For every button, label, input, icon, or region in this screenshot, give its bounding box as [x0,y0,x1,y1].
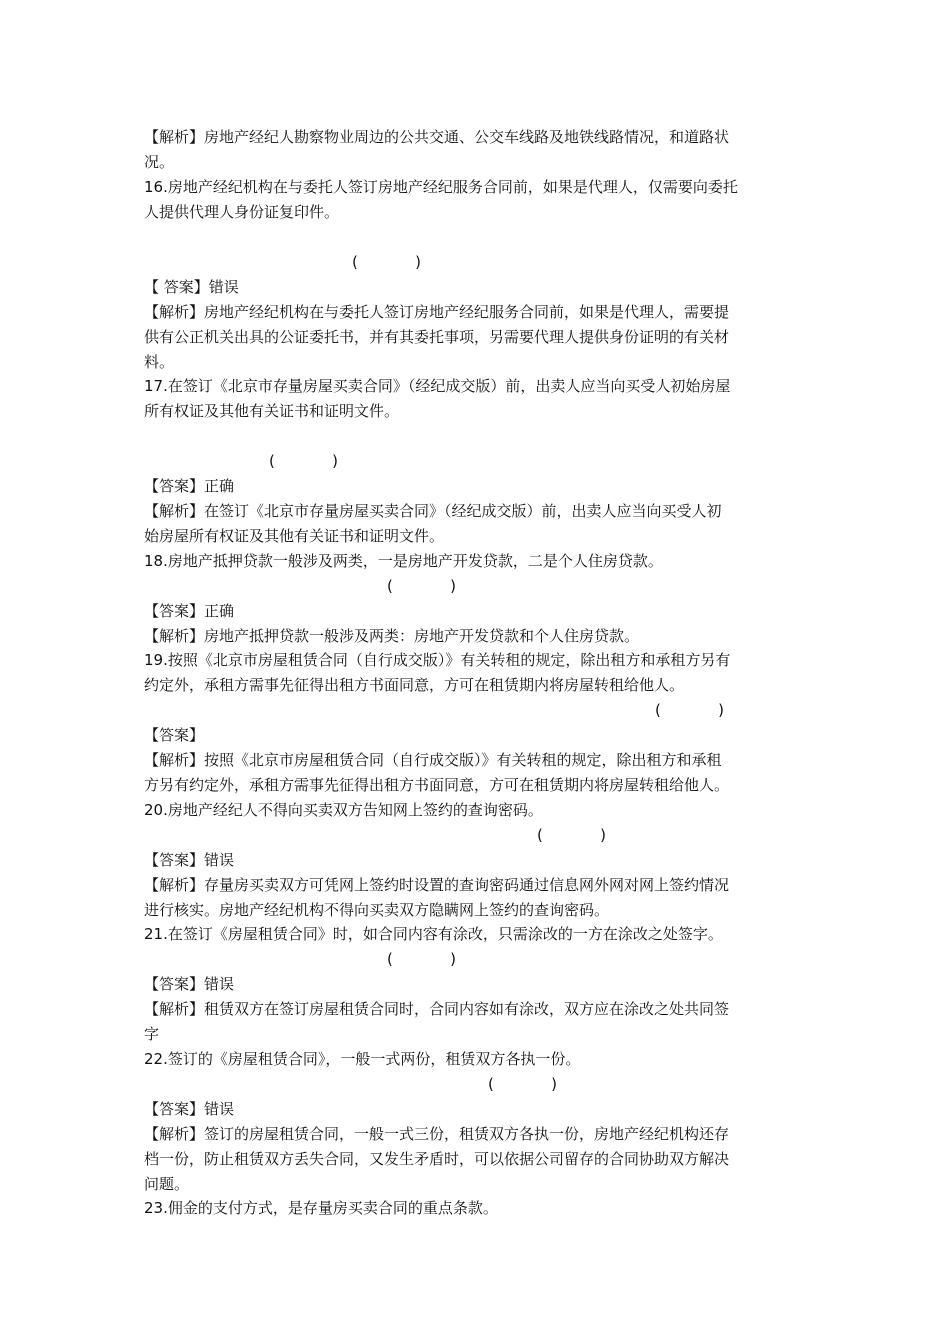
question-21: 21.在签订《房屋租赁合同》时，如合同内容有涂改，只需涂改的一方在涂改之处签字。 [144,925,723,943]
answer-line: 【 答案】错误 [144,278,239,296]
question-18: 18.房地产抵押贷款一般涉及两类，一是房地产开发贷款，二是个人住房贷款。 [144,552,663,570]
analysis-line: 供有公正机关出具的公证委托书，并有其委托事项，另需要代理人提供身份证明的有关材 [144,328,730,346]
answer-blank: ( ) [537,826,606,844]
question-16-cont: 人提供代理人身份证复印件。 [144,203,340,221]
analysis-line: 【解析】存量房买卖双方可凭网上签约时设置的查询密码通过信息网外网对网上签约情况 [144,876,730,894]
analysis-line: 【解析】按照《北京市房屋租赁合同（自行成交版）》有关转租的规定，除出租方和承租 [144,751,722,769]
question-22: 22.签订的《房屋租赁合同》，一般一式两份，租赁双方各执一份。 [144,1050,581,1068]
analysis-line: 档一份，防止租赁双方丢失合同，又发生矛盾时，可以依据公司留存的合同协助双方解决 [144,1150,730,1168]
answer-line: 【答案】正确 [144,602,235,620]
answer-line: 【答案】 [144,726,205,744]
answer-blank: ( ) [387,950,456,968]
question-19: 19.按照《北京市房屋租赁合同（自行成交版）》有关转租的规定，除出租方和承租方另有 [144,651,731,669]
question-17-cont: 所有权证及其他有关证书和证明文件。 [144,402,400,420]
analysis-line: 进行核实。房地产经纪机构不得向买卖双方隐瞒网上签约的查询密码。 [144,901,610,919]
analysis-line: 方另有约定外，承租方需事先征得出租方书面同意，方可在租赁期内将房屋转租给他人。 [144,776,730,794]
answer-blank: ( ) [269,452,338,470]
answer-blank: ( ) [387,577,456,595]
question-19-cont: 约定外，承租方需事先征得出租方书面同意，方可在租赁期内将房屋转租给他人。 [144,676,685,694]
analysis-line: 【解析】在签订《北京市存量房屋买卖合同》（经纪成交版）前，出卖人应当向买受人初 [144,502,722,520]
analysis-line: 【解析】房地产经纪机构在与委托人签订房地产经纪服务合同前，如果是代理人，需要提 [144,303,730,321]
answer-line: 【答案】正确 [144,477,235,495]
analysis-line: 始房屋所有权证及其他有关证书和证明文件。 [144,527,445,545]
question-20: 20.房地产经纪人不得向买卖双方告知网上签约的查询密码。 [144,801,543,819]
answer-line: 【答案】错误 [144,1100,235,1118]
question-23: 23.佣金的支付方式，是存量房买卖合同的重点条款。 [144,1199,498,1217]
answer-blank: ( ) [352,253,421,271]
analysis-line: 字 [144,1025,160,1043]
answer-blank: ( ) [488,1075,557,1093]
analysis-line: 料。 [144,353,175,371]
analysis-line: 问题。 [144,1175,190,1193]
answer-line: 【答案】错误 [144,851,235,869]
question-17: 17.在签订《北京市存量房屋买卖合同》（经纪成交版）前，出卖人应当向买受人初始房屋 [144,377,731,395]
answer-line: 【答案】错误 [144,975,235,993]
analysis-line: 况。 [144,153,175,171]
analysis-line: 【解析】租赁双方在签订房屋租赁合同时，合同内容如有涂改，双方应在涂改之处共同签 [144,1000,730,1018]
question-16: 16.房地产经纪机构在与委托人签订房地产经纪服务合同前，如果是代理人，仅需要向委托 [144,178,738,196]
analysis-line: 【解析】房地产经纪人勘察物业周边的公共交通、公交车线路及地铁线路情况，和道路状 [144,128,730,146]
answer-blank: ( ) [655,701,724,719]
analysis-line: 【解析】房地产抵押贷款一般涉及两类：房地产开发贷款和个人住房贷款。 [144,627,640,645]
analysis-line: 【解析】签订的房屋租赁合同，一般一式三份，租赁双方各执一份，房地产经纪机构还存 [144,1125,730,1143]
